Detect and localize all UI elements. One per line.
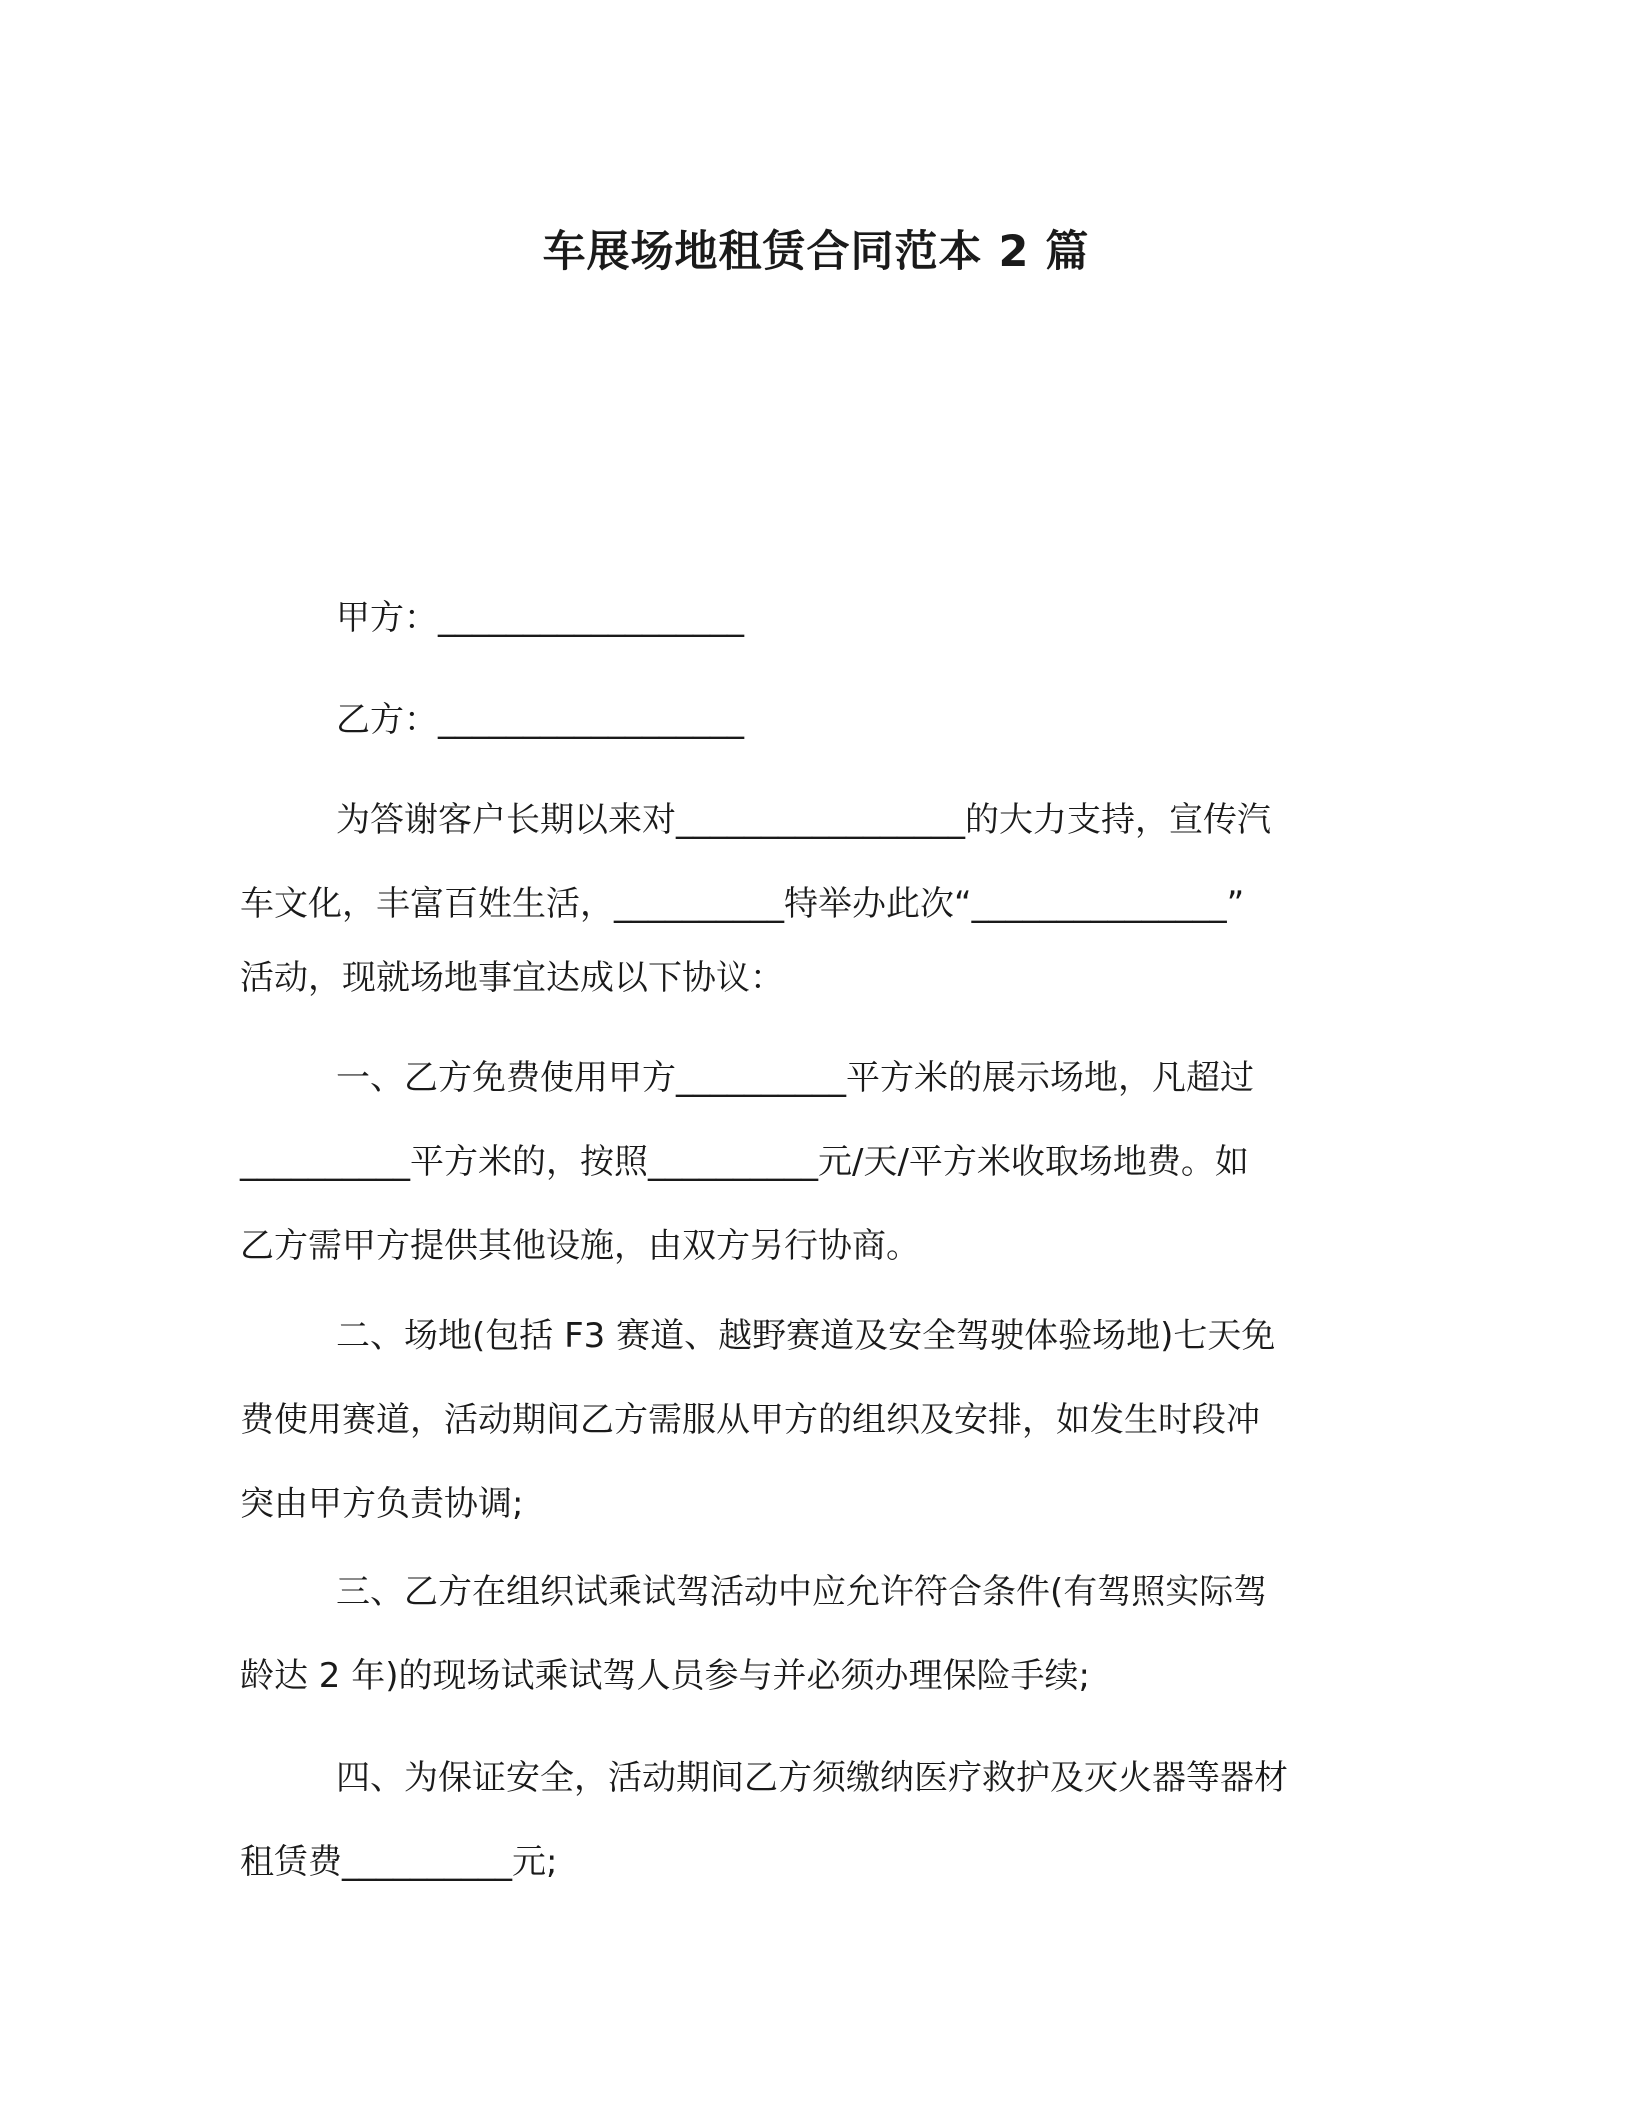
clause-2-line-1: 二、场地(包括 F3 赛道、越野赛道及安全驾驶体验场地)七天免 [336, 1316, 1276, 1356]
clause-2-line-2: 费使用赛道，活动期间乙方需服从甲方的组织及安排，如发生时段冲 [240, 1400, 1260, 1440]
clause-4-line-2: 租赁费__________元; [240, 1842, 558, 1882]
clause-1-line-3: 乙方需甲方提供其他设施，由双方另行协商。 [240, 1226, 920, 1266]
clause-2-paragraph [240, 1294, 1390, 1546]
clause-2-line-3: 突由甲方负责协调; [240, 1484, 524, 1524]
clause-3-paragraph [240, 1550, 1390, 1718]
document-title: 车展场地租赁合同范本 2 篇 [542, 227, 1090, 277]
clause-3-line-1: 三、乙方在组织试乘试驾活动中应允许符合条件(有驾照实际驾 [336, 1572, 1268, 1612]
clause-1-paragraph [240, 1036, 1390, 1288]
intro-line-3: 活动，现就场地事宜达成以下协议： [240, 958, 784, 998]
clause-1-line-2: __________平方米的，按照__________元/天/平方米收取场地费。如 [240, 1142, 1249, 1182]
clause-4-line-1: 四、为保证安全，活动期间乙方须缴纳医疗救护及灭火器等器材 [336, 1758, 1288, 1798]
clause-3-line-2: 龄达 2 年)的现场试乘试驾人员参与并必须办理保险手续; [240, 1656, 1090, 1696]
clause-4-paragraph [240, 1736, 1390, 1904]
intro-line-1: 为答谢客户长期以来对_________________的大力支持，宣传汽 [336, 800, 1271, 840]
intro-paragraph [240, 778, 1390, 1020]
party-a-line: 甲方：__________________ [336, 598, 744, 638]
party-b-line: 乙方：__________________ [336, 700, 744, 740]
intro-line-2: 车文化，丰富百姓生活，__________特举办此次“_______________” [240, 884, 1245, 924]
clause-1-line-1: 一、乙方免费使用甲方__________平方米的展示场地，凡超过 [336, 1058, 1254, 1098]
